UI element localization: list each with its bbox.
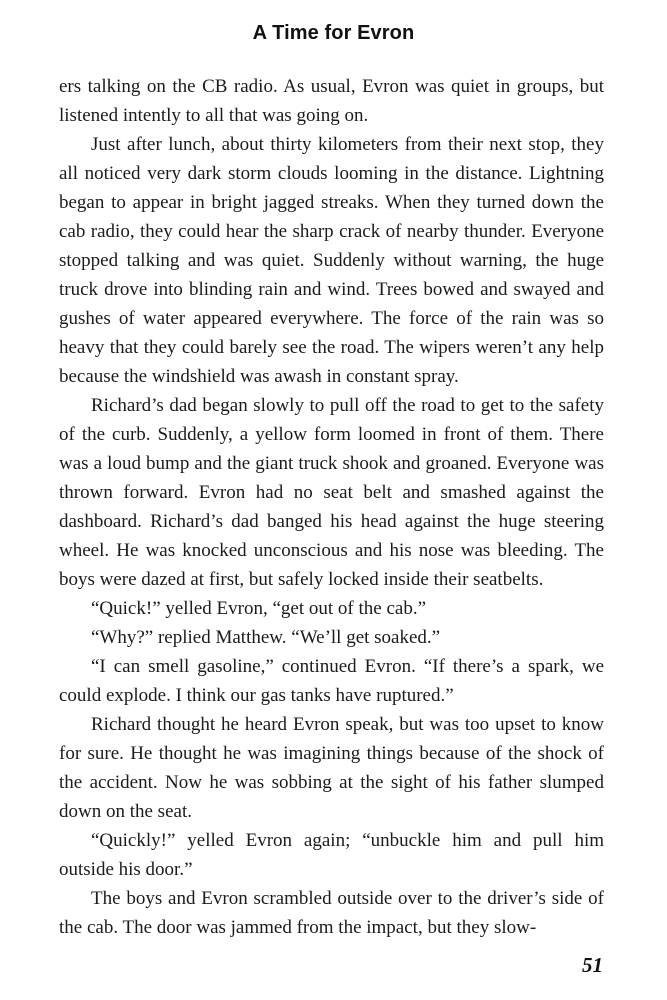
paragraph-9: The boys and Evron scrambled outside over to the driver’s side of the cab. The door was jammed from the impact, but they slow- <box>59 888 604 938</box>
paragraph-5: “Why?” replied Matthew. “We’ll get soaked.” <box>91 627 441 648</box>
paragraph-2: Just after lunch, about thirty kilometers from their next stop, they all noticed very dark storm clouds looming in the distance. Lightning began to appear in bright jagged streaks. When they turned down the cab radio, they could hear the sharp crack of nearby thunder. Everyone stopped talking and was quiet. Suddenly without warning, the huge truck drove into blinding rain and wind. Trees bowed and swayed and gushes of water appeared everywhere. The force of the rain was so heavy that they could barely see the road. The wipers weren’t any help because the windshield was awash in constant spray. <box>59 134 604 387</box>
body-text <box>59 72 604 942</box>
paragraph-4: “Quick!” yelled Evron, “get out of the cab.” <box>91 598 426 619</box>
paragraph-3: Richard’s dad began slowly to pull off the road to get to the safety of the curb. Suddenly, a yellow form loomed in front of them. There was a loud bump and the giant truck shook and groaned. Everyone was thrown forward. Evron had no seat belt and smashed against the dashboard. Richard’s dad banged his head against the huge steering wheel. He was knocked unconscious and his nose was bleeding. The boys were dazed at first, but safely locked inside their seatbelts. <box>59 395 604 590</box>
paragraph-6: “I can smell gasoline,” continued Evron. “If there’s a spark, we could explode. I think our gas tanks have ruptured.” <box>59 656 604 706</box>
paragraph-1: ers talking on the CB radio. As usual, Evron was quiet in groups, but listened intently to all that was going on. <box>59 76 604 126</box>
running-head: A Time for Evron <box>252 22 415 44</box>
paragraph-8: “Quickly!” yelled Evron again; “unbuckle him and pull him outside his door.” <box>59 830 604 880</box>
paragraph-7: Richard thought he heard Evron speak, but was too upset to know for sure. He thought he was imagining things because of the shock of the accident. Now he was sobbing at the sight of his father slumped down on the seat. <box>59 714 604 822</box>
page-number: 51 <box>582 953 603 977</box>
